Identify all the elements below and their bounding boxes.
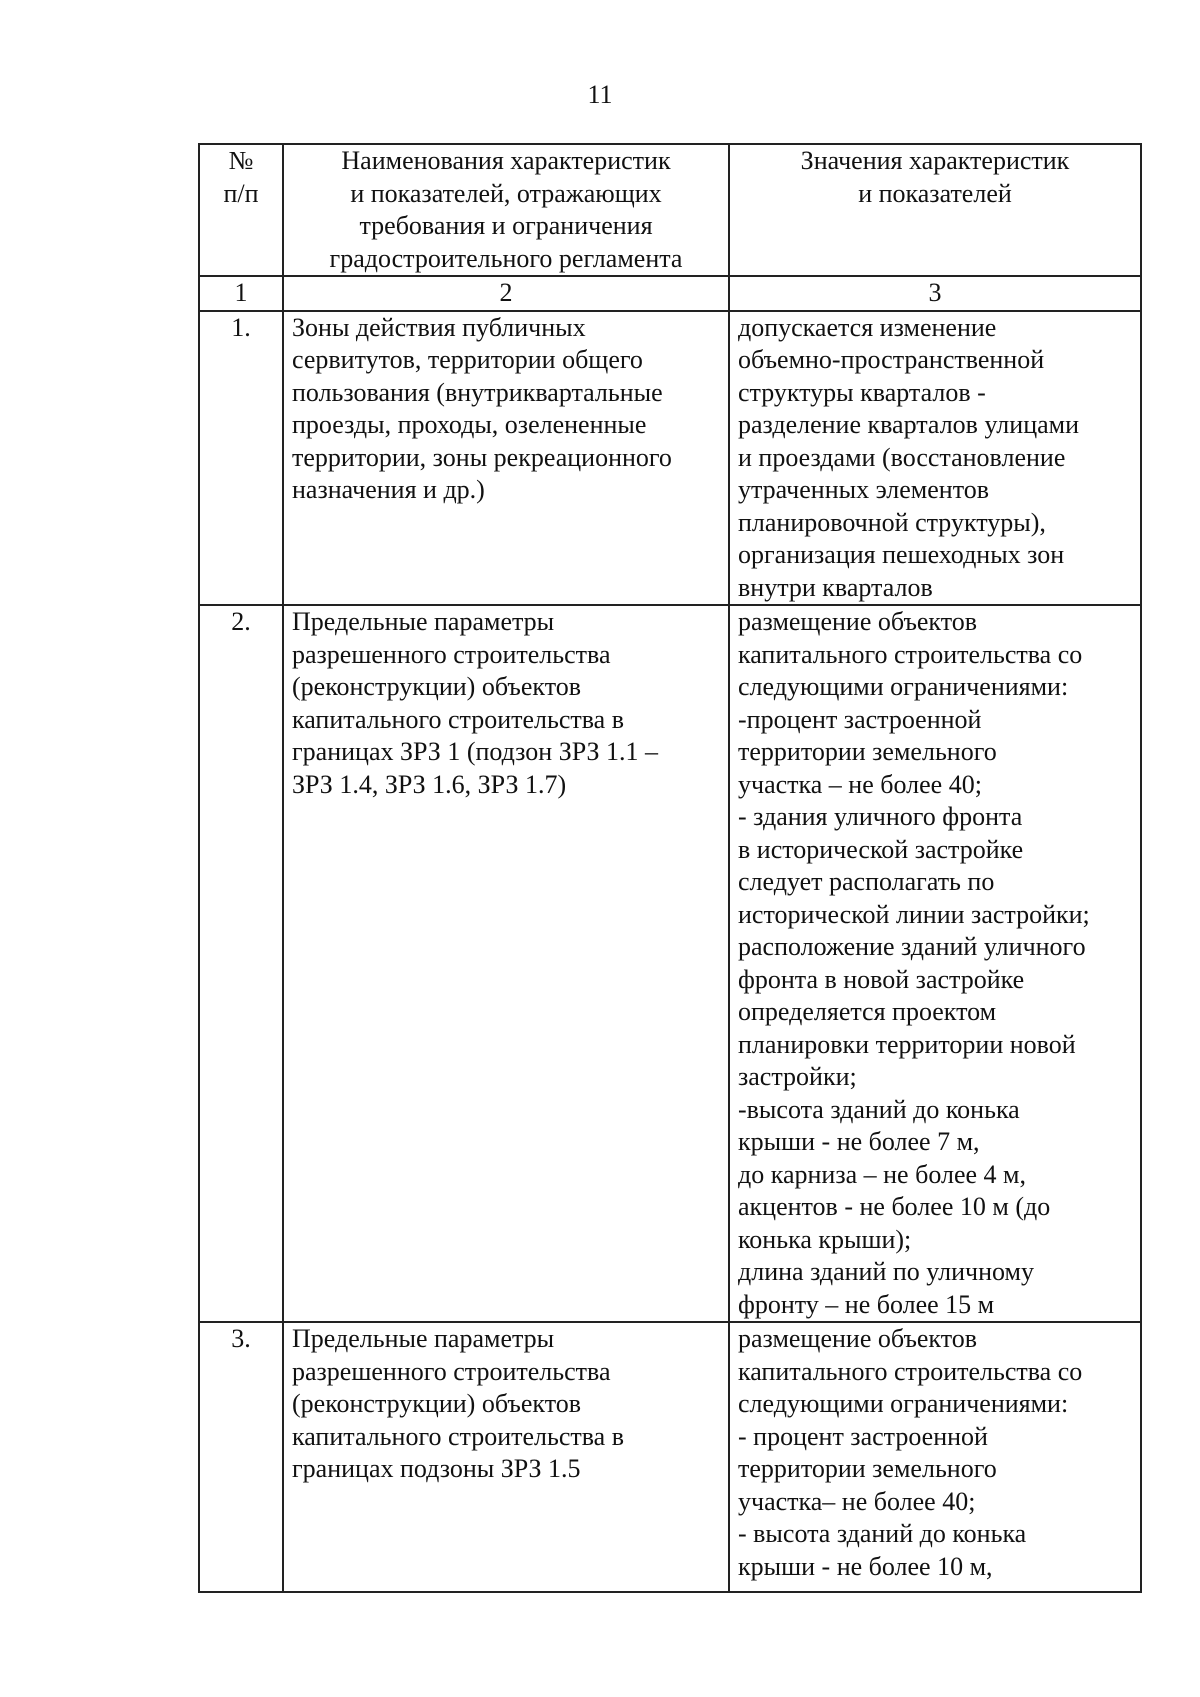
row-number: 3. bbox=[199, 1322, 283, 1592]
row-number: 1. bbox=[199, 311, 283, 606]
header-characteristic-value: Значения характеристик и показателей bbox=[729, 144, 1141, 276]
table-row bbox=[199, 605, 1141, 1322]
row-name: Предельные параметры разрешенного строительства (реконструкции) объектов капитального строительства в границах ЗРЗ 1 (подзон ЗРЗ 1.1 – ЗРЗ 1.4, ЗРЗ 1.6, ЗРЗ 1.7) bbox=[283, 605, 729, 1322]
header-characteristic-name: Наименования характеристик и показателей, отражающих требования и ограничения градостроительного регламента bbox=[283, 144, 729, 276]
row-number: 2. bbox=[199, 605, 283, 1322]
row-value: размещение объектов капитального строительства со следующими ограничениями: -процент застроенной территории земельного участка – не более 40; - здания уличного фронта в исторической застройке следует располагать по исторической линии застройки; расположение зданий уличного фронта в новой застройке определяется проектом планировки территории новой застройки; -высота зданий до конька крыши - не более 7 м, до карниза – не более 4 м, акцентов - не более 10 м (до конька крыши); длина зданий по уличному фронту – не более 15 м bbox=[729, 605, 1141, 1322]
row-value: размещение объектов капитального строительства со следующими ограничениями: - процент застроенной территории земельного участка– не более 40; - высота зданий до конька крыши - не более 10 м, bbox=[729, 1322, 1141, 1592]
column-number: 3 bbox=[729, 276, 1141, 311]
row-value: допускается изменение объемно-пространственной структуры кварталов - разделение кварталов улицами и проездами (восстановление утраченных элементов планировочной структуры), организация пешеходных зон внутри кварталов bbox=[729, 311, 1141, 606]
header-number: № п/п bbox=[199, 144, 283, 276]
page-number: 11 bbox=[587, 80, 613, 109]
column-number-row bbox=[199, 276, 1141, 311]
table-row bbox=[199, 1322, 1141, 1592]
row-name: Предельные параметры разрешенного строительства (реконструкции) объектов капитального строительства в границах подзоны ЗРЗ 1.5 bbox=[283, 1322, 729, 1592]
column-number: 1 bbox=[199, 276, 283, 311]
regulations-table bbox=[198, 143, 1142, 1593]
table-header-row bbox=[199, 144, 1141, 276]
column-number: 2 bbox=[283, 276, 729, 311]
row-name: Зоны действия публичных сервитутов, территории общего пользования (внутриквартальные проезды, проходы, озелененные территории, зоны рекреационного назначения и др.) bbox=[283, 311, 729, 606]
table-row bbox=[199, 311, 1141, 606]
